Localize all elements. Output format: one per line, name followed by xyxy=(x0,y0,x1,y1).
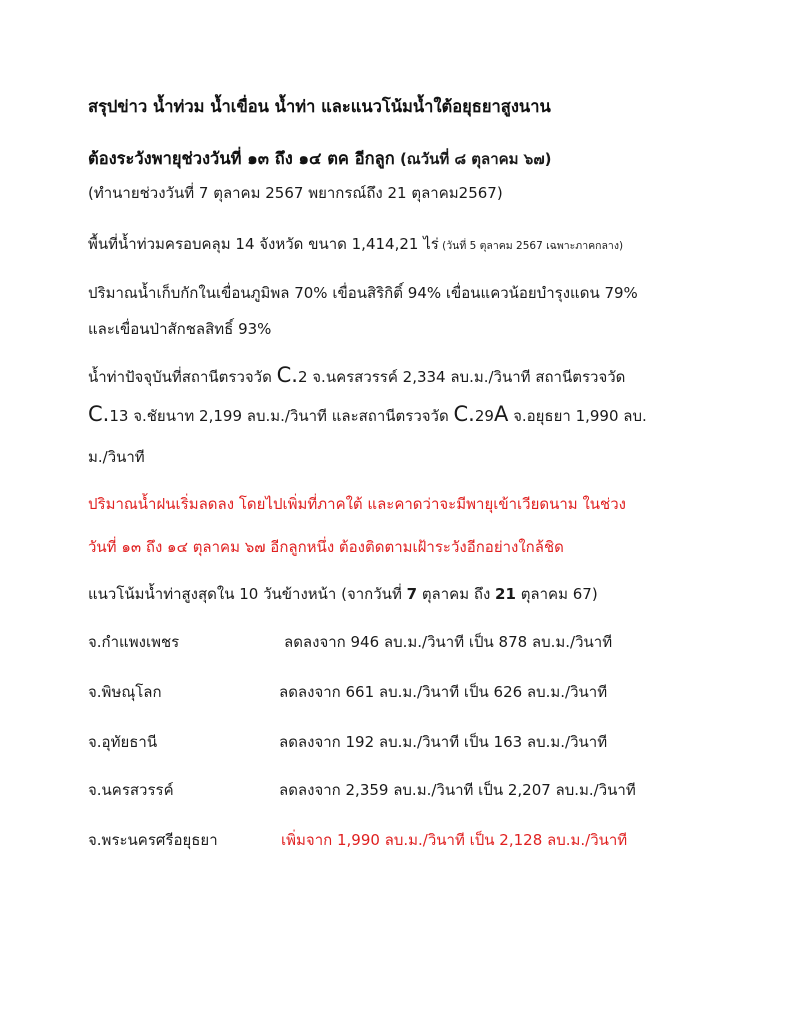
flow-text: น้ำท่าปัจจุบันที่สถานีตรวจวัด xyxy=(88,368,277,386)
flow-text: 29 xyxy=(474,407,494,425)
province-name: จ.นครสวรรค์ xyxy=(88,781,174,799)
trend-line xyxy=(88,582,598,606)
province-name: จ.พิษณุโลก xyxy=(88,683,162,701)
province-flow: ลดลงจาก 946 ลบ.ม./วินาที เป็น 878 ลบ.ม./วินาที xyxy=(284,633,613,651)
document-title: สรุปข่าว น้ำท่วม น้ำเขื่อน น้ำท่า และแนวโน้มน้ำใต้อยุธยาสูงนาน xyxy=(88,97,551,116)
province-name: จ.พระนครศรีอยุธยา xyxy=(88,831,218,849)
flow-line-3: ม./วินาที xyxy=(88,448,145,466)
flood-area-note: (วันที่ 5 ตุลาคม 2567 เฉพาะภาคกลาง) xyxy=(438,240,624,252)
province-flow: ลดลงจาก 192 ลบ.ม./วินาที เป็น 163 ลบ.ม./วินาที xyxy=(279,733,608,751)
province-flow: ลดลงจาก 2,359 ลบ.ม./วินาที เป็น 2,207 ลบ.ม./วินาที xyxy=(279,781,636,799)
flow-line-1 xyxy=(88,363,625,389)
flood-area: พื้นที่น้ำท่วมครอบคลุม 14 จังหวัด ขนาด 1,414,21 ไร่ xyxy=(88,235,439,253)
flow-line-2 xyxy=(88,402,647,428)
flood-area-line xyxy=(88,232,623,256)
province-name: จ.กำแพงเพชร xyxy=(88,633,180,651)
station-code: A xyxy=(493,402,509,426)
trend-text: ตุลาคม ถึง xyxy=(417,585,496,603)
forecast-note: (ทำนายช่วงวันที่ 7 ตุลาคม 2567 พยากรณ์ถึง 21 ตุลาคม2567) xyxy=(88,184,503,202)
warning-line-2: วันที่ ๑๓ ถึง ๑๔ ตุลาคม ๖๗ อีกลูกหนึ่ง ต้องติดตามเฝ้าระวังอีกอย่างใกล้ชิด xyxy=(88,538,564,556)
trend-text: แนวโน้มน้ำท่าสูงสุดใน 10 วันข้างหน้า (จากวันที่ xyxy=(88,585,407,603)
station-code: C. xyxy=(453,402,475,426)
station-code: C. xyxy=(88,402,110,426)
flow-text: 13 จ.ชัยนาท 2,199 ลบ.ม./วินาที และสถานีตรวจวัด xyxy=(109,407,454,425)
trend-date: 21 xyxy=(495,585,516,603)
trend-date: 7 xyxy=(406,585,418,603)
warning-line-1: ปริมาณน้ำฝนเริ่มลดลง โดยไปเพิ่มที่ภาคใต้ และคาดว่าจะมีพายุเข้าเวียดนาม ในช่วง xyxy=(88,495,626,513)
subtitle-main: ต้องระวังพายุช่วงวันที่ ๑๓ ถึง ๑๔ ตค อีกลูก xyxy=(88,149,395,168)
document-subtitle xyxy=(88,146,551,172)
flow-text: 2 จ.นครสวรรค์ 2,334 ลบ.ม./วินาที สถานีตรวจวัด xyxy=(297,368,626,386)
subtitle-date: (ณวันที่ ๘ ตุลาคม ๖๗) xyxy=(394,150,552,168)
dam-storage-line-2: และเขื่อนป่าสักชลสิทธิ์ 93% xyxy=(88,320,272,338)
station-code: C. xyxy=(276,363,298,387)
trend-text: ตุลาคม 67) xyxy=(515,585,598,603)
province-flow: ลดลงจาก 661 ลบ.ม./วินาที เป็น 626 ลบ.ม./วินาที xyxy=(279,683,608,701)
dam-storage-line-1: ปริมาณน้ำเก็บกักในเขื่อนภูมิพล 70% เขื่อนสิริกิติ์ 94% เขื่อนแควน้อยบำรุงแดน 79% xyxy=(88,284,638,302)
province-name: จ.อุทัยธานี xyxy=(88,733,158,751)
flow-text: จ.อยุธยา 1,990 ลบ. xyxy=(508,407,647,425)
province-flow: เพิ่มจาก 1,990 ลบ.ม./วินาที เป็น 2,128 ลบ.ม./วินาที xyxy=(281,831,628,849)
